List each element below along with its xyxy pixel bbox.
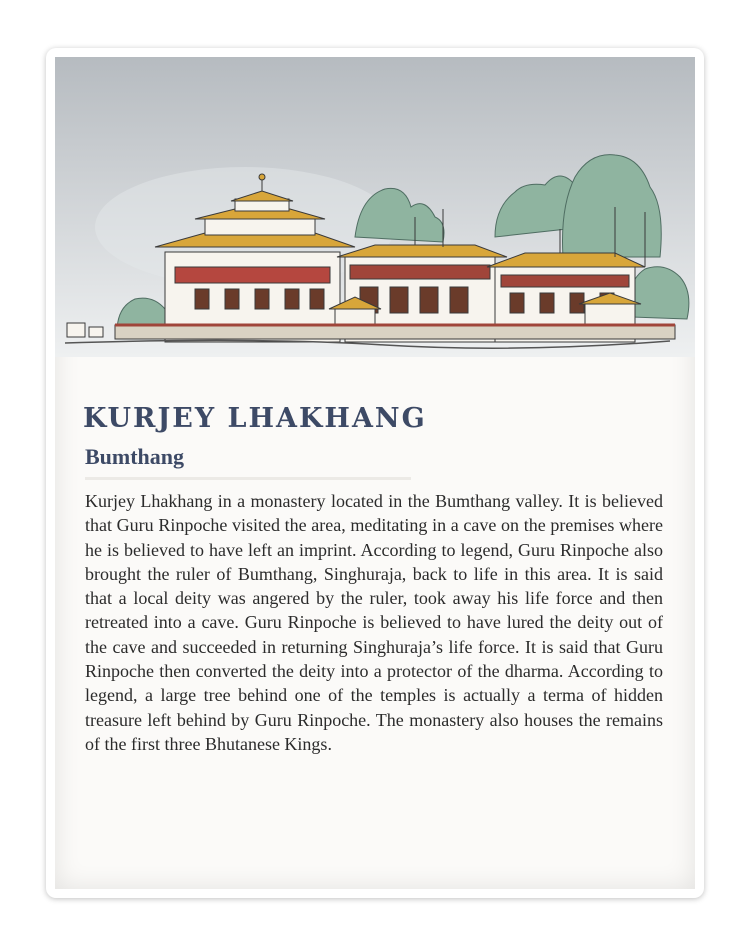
page-title: KURJEY LHAKHANG <box>83 403 427 434</box>
monastery-illustration-icon <box>55 57 695 357</box>
title-divider <box>85 477 411 480</box>
card-content <box>55 57 695 889</box>
location-card <box>46 48 704 898</box>
location-subtitle: Bumthang <box>85 444 185 469</box>
description-paragraph: Kurjey Lhakhang in a monastery located in the Bumthang valley. It is believed that Guru Rinpoche visited the area, meditating in a cave on the premises where he is believed to have left an imprint. According to legend, Guru Rinpoche also brought the ruler of Bumthang, Singhuraja, back to life in this area. It is said that a local deity was angered by the ruler, took away his life force and then retreated into a cave. Guru Rinpoche is believed to have lured the deity out of the cave and succeeded in returning Singhuraja’s life force. It is said that Guru Rinpoche then converted the deity into a protector of the dharma. According to legend, a large tree behind one of the temples is actually a terma of hidden treasure left behind by Guru Rinpoche. The monastery also houses the remains of the first three Bhutanese Kings. <box>85 491 663 754</box>
